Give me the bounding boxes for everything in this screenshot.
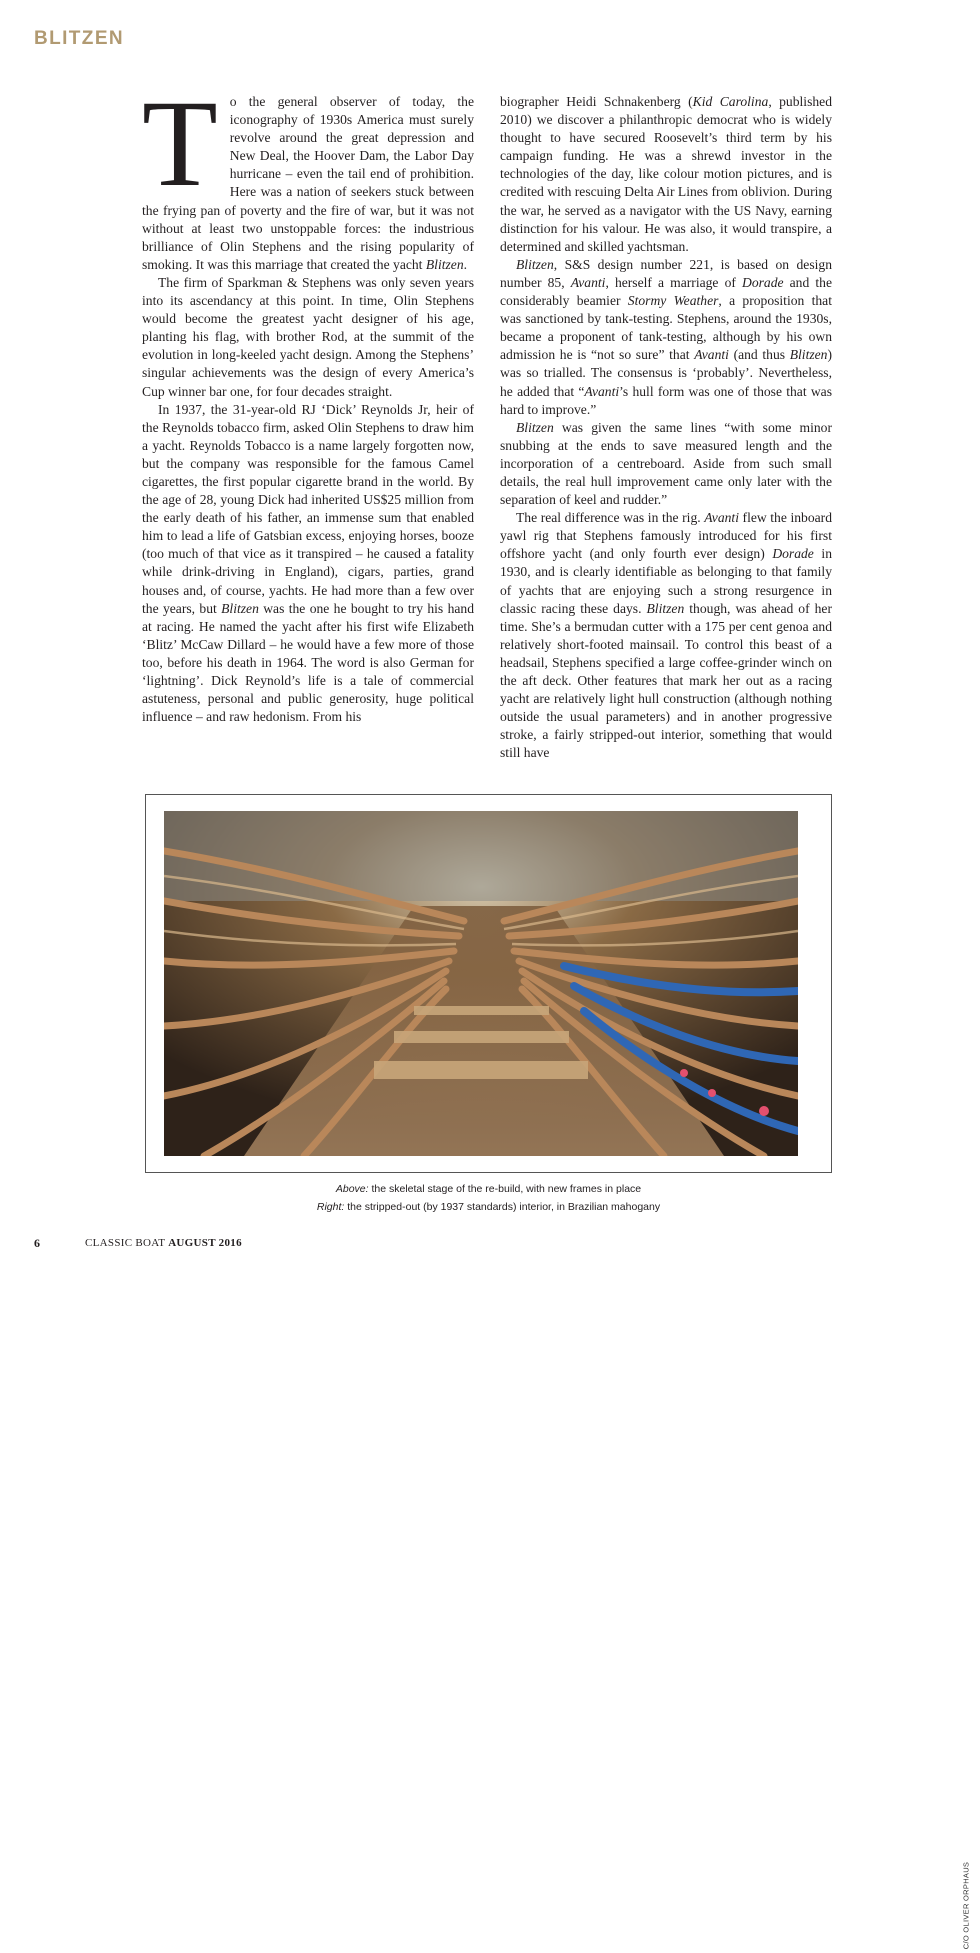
caption-lead: Right: (316, 1201, 345, 1213)
article-column-right (500, 93, 832, 762)
page-number: 6 (34, 1236, 40, 1250)
caption-above (145, 1183, 832, 1195)
caption-text: the stripped-out (by 1937 standards) interior, in Brazilian mahogany (344, 1201, 661, 1213)
paragraph: In 1937, the 31-year-old RJ ‘Dick’ Reynolds Jr, heir of the Reynolds tobacco firm, asked Olin Stephens to draw him a yacht. Reynolds Tobacco is a name largely forgotten now, but the company was responsible for the famous Camel cigarettes, the first popular cigarette brand in the world. By the age of 28, young Dick had inherited US$25 million from the early death of his father, an immense sum that enabled him to lead a life of Gatsbian excess, enjoying horses, booze (too much of that vice as it transpired – he caused a fatality while drink-driving in England), cigars, parties, grand houses and, of course, yachts. He had more than a few over the years, but Blitzen was the one he bought to try his hand at racing. He named the yacht after his first wife Elizabeth ‘Blitz’ McCaw Dillard – he would have a few more of those too, before his death in 1964. The word is also German for ‘lightning’. Dick Reynold’s life is a tale of commercial astuteness, personal and public generosity, huge political influence – and raw hedonism. From his (142, 401, 474, 725)
section-title: BLITZEN (34, 28, 125, 49)
paragraph: o the general observer of today, the iconography of 1930s America must surely revolve around the great depression and New Deal, the Hoover Dam, the Labor Day hurricane – even the tail end of prohibition. Here was a nation of seekers stuck between the frying pan of poverty and the fire of war, but it was not without at least two unstoppable forces: the industrious brilliance of Olin Stephens and the rising popularity of smoking. It was this marriage that created the yacht Blitzen. (142, 94, 474, 272)
issue-date: AUGUST 2016 (168, 1237, 242, 1249)
magazine-footer (85, 1237, 242, 1249)
photo-credit (959, 1863, 973, 1953)
drop-cap: T (142, 75, 218, 212)
article-column-left (142, 75, 474, 726)
paragraph: The firm of Sparkman & Stephens was only seven years into its ascendancy at this point. In time, Olin Stephens would become the greatest yacht designer of his age, planting his flag, with brother Rod, at the summit of the evolution in long-keeled yacht design. Among the Stephens’ singular achievements was the design of every America’s Cup winner bar one, for four decades straight. (142, 274, 474, 399)
caption-right (145, 1201, 832, 1213)
caption-lead: Above: (335, 1183, 369, 1195)
paragraph: The real difference was in the rig. Avanti flew the inboard yawl rig that Stephens famously introduced for his first offshore yacht (and only fourth ever design) Dorade in 1930, and is clearly identifiable as belonging to that family of yachts that are enjoying such a strong resurgence in classic racing these days. Blitzen though, was ahead of her time. She’s a bermudan cutter with a 175 per cent genoa and relatively short-footed mainsail. To control this beast of a headsail, Stephens specified a large coffee-grinder winch on the aft deck. Other features that mark her out as a racing yacht are relatively light hull construction (although nothing outside the usual parameters) and in another progressive stroke, a fairly stripped-out interior, something that would still have (500, 510, 832, 761)
photo-credit-text: C/O OLIVER ORPHAUS (961, 1861, 971, 1950)
hull-frames-illustration (164, 811, 798, 1156)
paragraph: biographer Heidi Schnakenberg (Kid Carolina, published 2010) we discover a philanthropic democrat who is widely thought to have secured Roosevelt’s third term by his campaign funding. He was a shrewd investor in the technologies of the day, like colour motion pictures, and is credited with rescuing Delta Air Lines from oblivion. During the war, he served as a navigator with the US Navy, earning distinction for his valour. He was also, it would transpire, a determined and skilled yachtsman. (500, 94, 832, 254)
caption-text: the skeletal stage of the re-build, with new frames in place (368, 1183, 642, 1195)
paragraph: Blitzen, S&S design number 221, is based on design number 85, Avanti, herself a marriage of Dorade and the considerably beamier Stormy Weather, a proposition that was sanctioned by tank-testing. Stephens, around the 1930s, became a proponent of tank-testing, although by his own admission he is “not so sure” that Avanti (and thus Blitzen) was so trialled. The consensus is ‘probably’. Nevertheless, he added that “Avanti’s hull form was one of those that was hard to improve.” (500, 256, 833, 417)
magazine-name: CLASSIC BOAT (85, 1237, 166, 1249)
hull-frames-photo (164, 811, 798, 1156)
paragraph: Blitzen was given the same lines “with some minor snubbing at the ends to save measured length and the incorporation of a centreboard. Aside from such small details, the real hull improvement came only later with the separation of keel and rudder.” (500, 419, 832, 508)
